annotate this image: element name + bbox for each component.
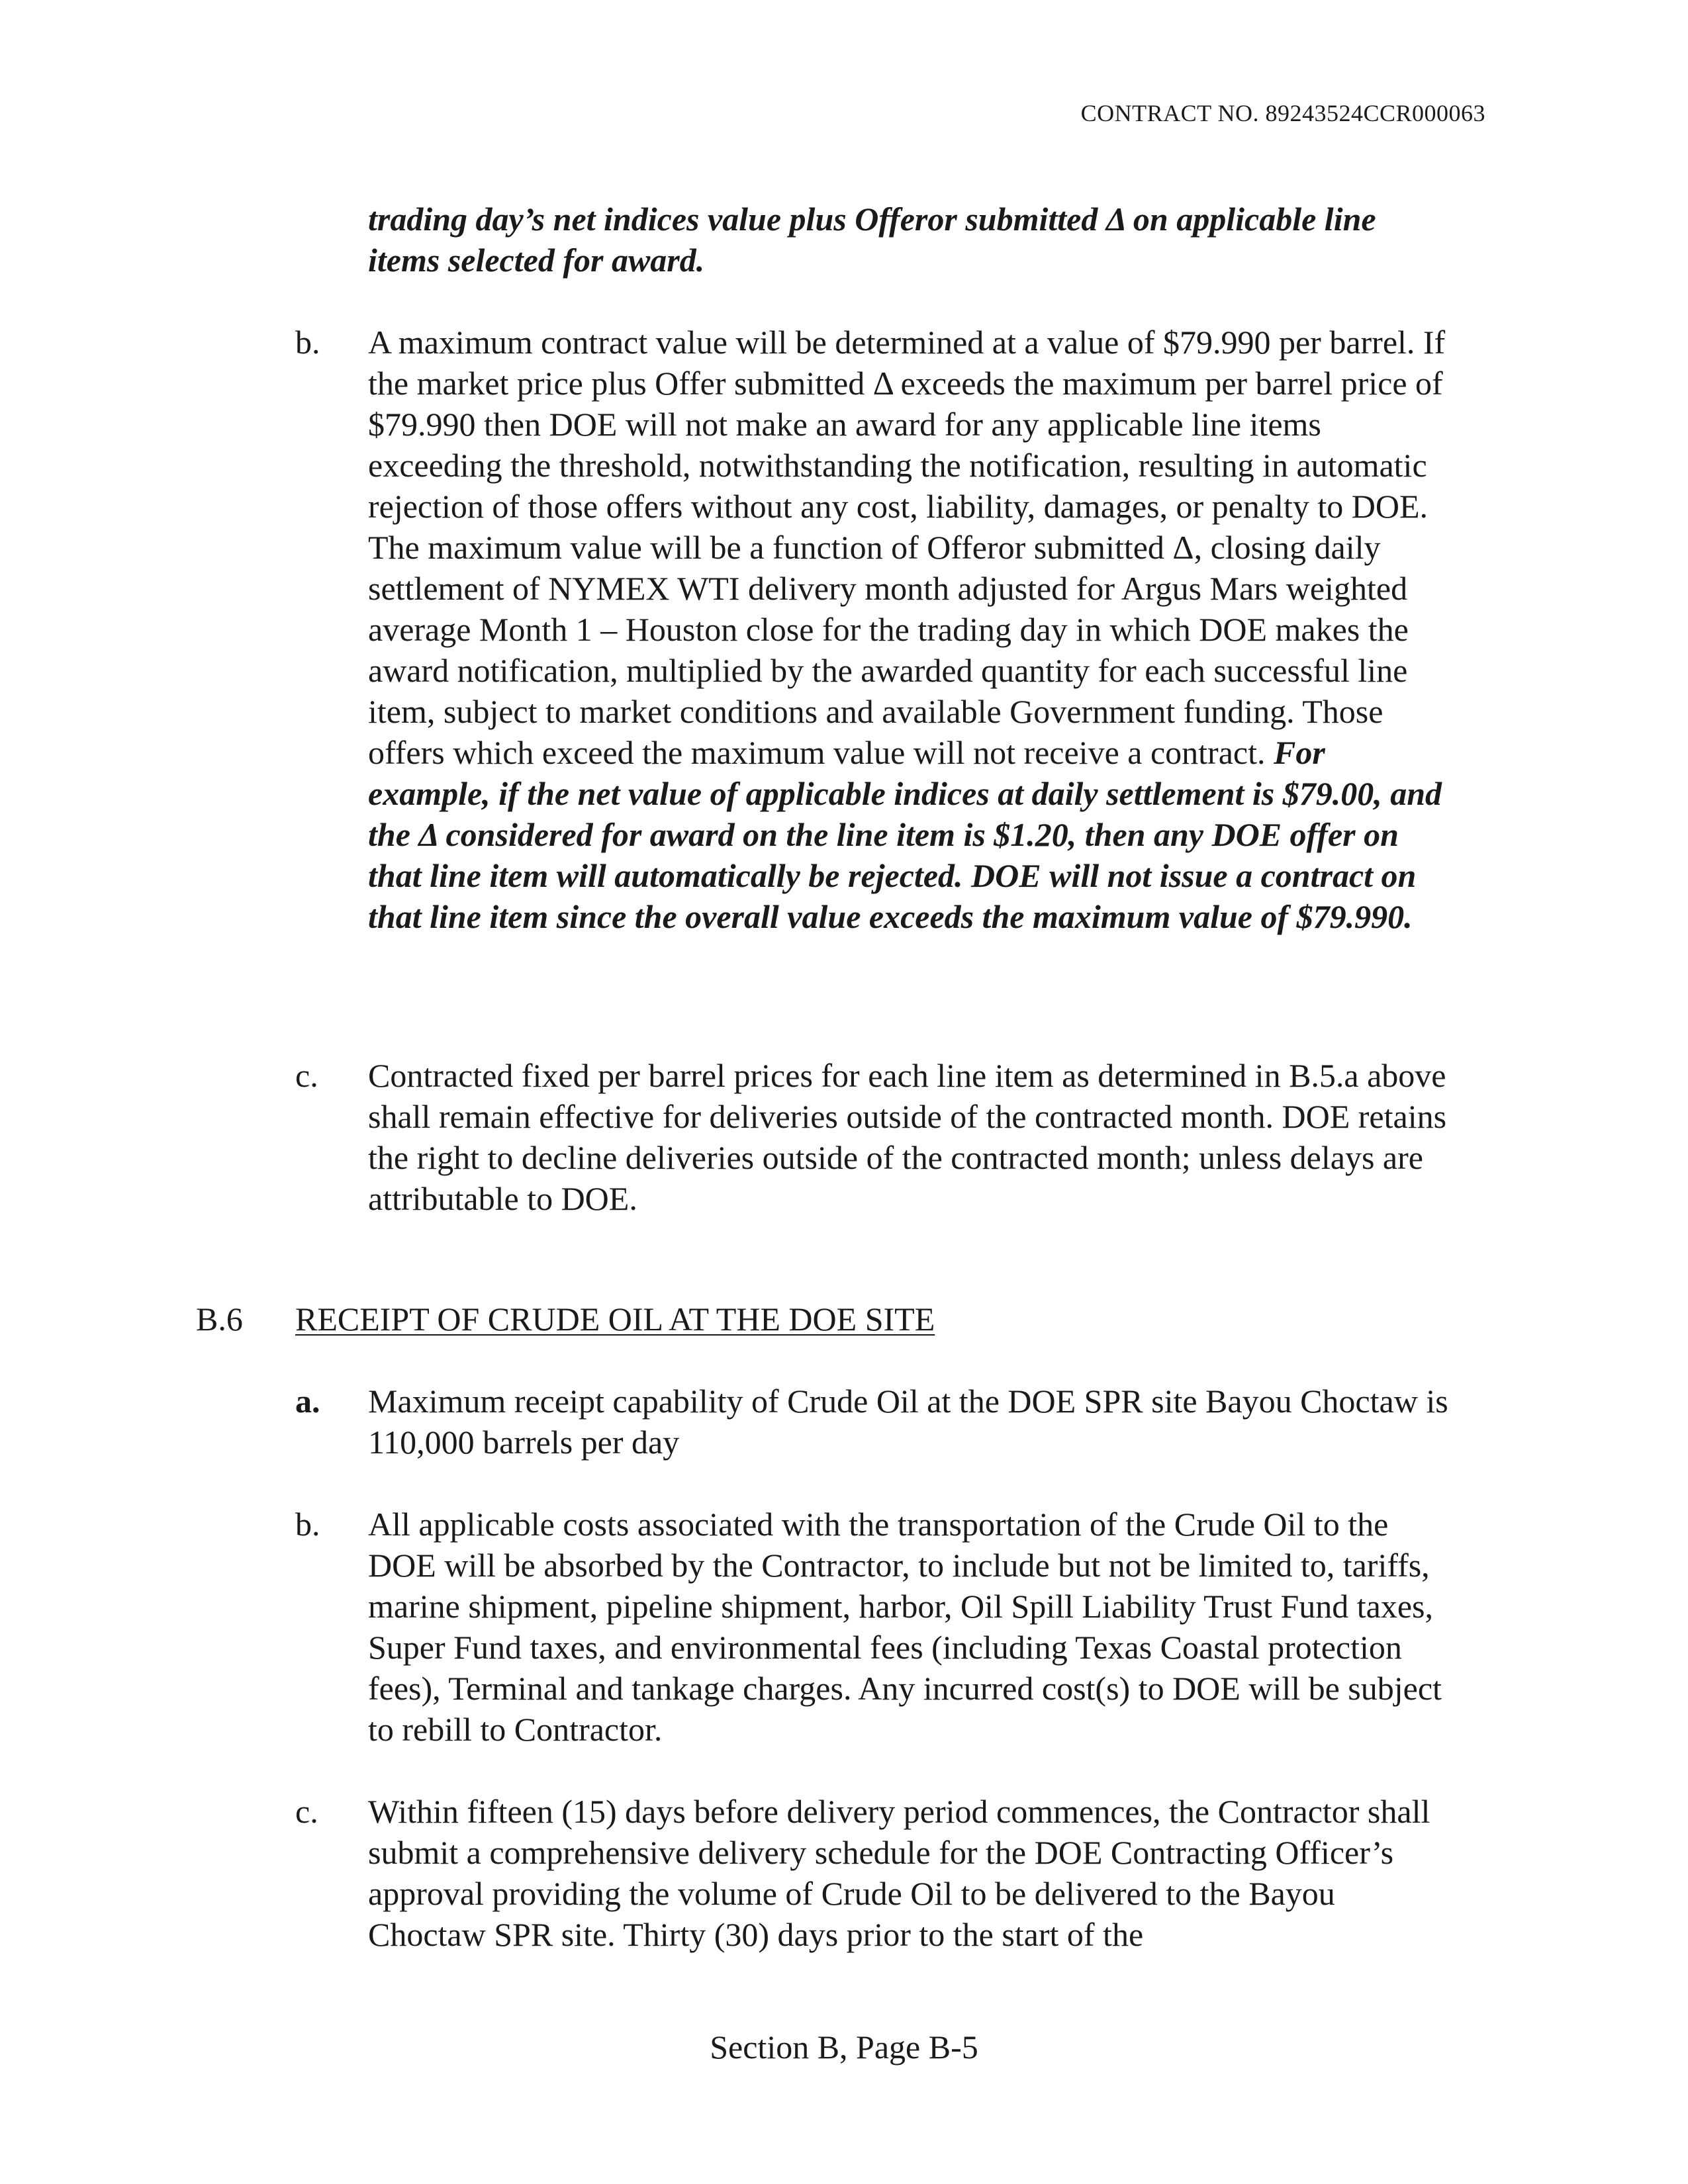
continued-paragraph: trading day’s net indices value plus Offeror submitted Δ on applicable line items selected for award.	[368, 201, 1376, 279]
item-b5c-paragraph: Contracted fixed per barrel prices for each line item as determined in B.5.a above shall remain effective for deliveries outside of the contracted month. DOE retains the right to decline deliveries outside of the contracted month; unless delays are attributable to DOE.	[368, 1057, 1447, 1217]
item-b5b-marker: b.	[295, 324, 320, 361]
contract-number-header: CONTRACT NO. 89243524CCR000063	[1080, 100, 1485, 126]
item-b6a-paragraph: Maximum receipt capability of Crude Oil at the DOE SPR site Bayou Choctaw is 110,000 barrels per day	[368, 1383, 1448, 1461]
item-b6b-paragraph: All applicable costs associated with the transportation of the Crude Oil to the DOE will be absorbed by the Contractor, to include but not be limited to, tariffs, marine shipment, pipeline shipment, harbor, Oil Spill Liability Trust Fund taxes, Super Fund taxes, and environmental fees (including Texas Coastal protection fees), Terminal and tankage charges. Any incurred cost(s) to DOE will be subject to rebill to Contractor.	[368, 1506, 1442, 1748]
item-b6b-marker: b.	[295, 1506, 320, 1543]
section-number: B.6	[196, 1300, 243, 1338]
item-b5b-paragraph	[368, 322, 1454, 937]
item-b5b-text: A maximum contract value will be determined at a value of $79.990 per barrel. If the market price plus Offer submitted Δ exceeds the maximum per barrel price of $79.990 then DOE will not make an award for any applicable line items exceeding the threshold, notwithstanding the notification, resulting in automatic rejection of those offers without any cost, liability, damages, or penalty to DOE. The maximum value will be a function of Offeror submitted Δ, closing daily settlement of NYMEX WTI delivery month adjusted for Argus Mars weighted average Month 1 – Houston close for the trading day in which DOE makes the award notification, multiplied by the awarded quantity for each successful line item, subject to market conditions and available Government funding. Those offers which exceed the maximum value will not receive a contract.	[368, 324, 1446, 771]
section-title: RECEIPT OF CRUDE OIL AT THE DOE SITE	[295, 1300, 935, 1338]
item-b6c-paragraph: Within fifteen (15) days before delivery period commences, the Contractor shall submit a comprehensive delivery schedule for the DOE Contracting Officer’s approval providing the volume of Crude Oil to be delivered to the Bayou Choctaw SPR site. Thirty (30) days prior to the start of the	[368, 1793, 1430, 1953]
item-b6a-marker: a.	[295, 1383, 320, 1420]
item-b6c-marker: c.	[295, 1793, 318, 1830]
page-footer: Section B, Page B-5	[710, 2028, 978, 2066]
item-b5b-example: For example, if the net value of applicable indices at daily settlement is $79.00, and the Δ considered for award on the line item is $1.20, then any DOE offer on that line item will automatically be rejected. DOE will not issue a contract on that line item since the overall value exceeds the maximum value of $79.990.	[368, 734, 1442, 935]
item-b5c-marker: c.	[295, 1057, 318, 1094]
